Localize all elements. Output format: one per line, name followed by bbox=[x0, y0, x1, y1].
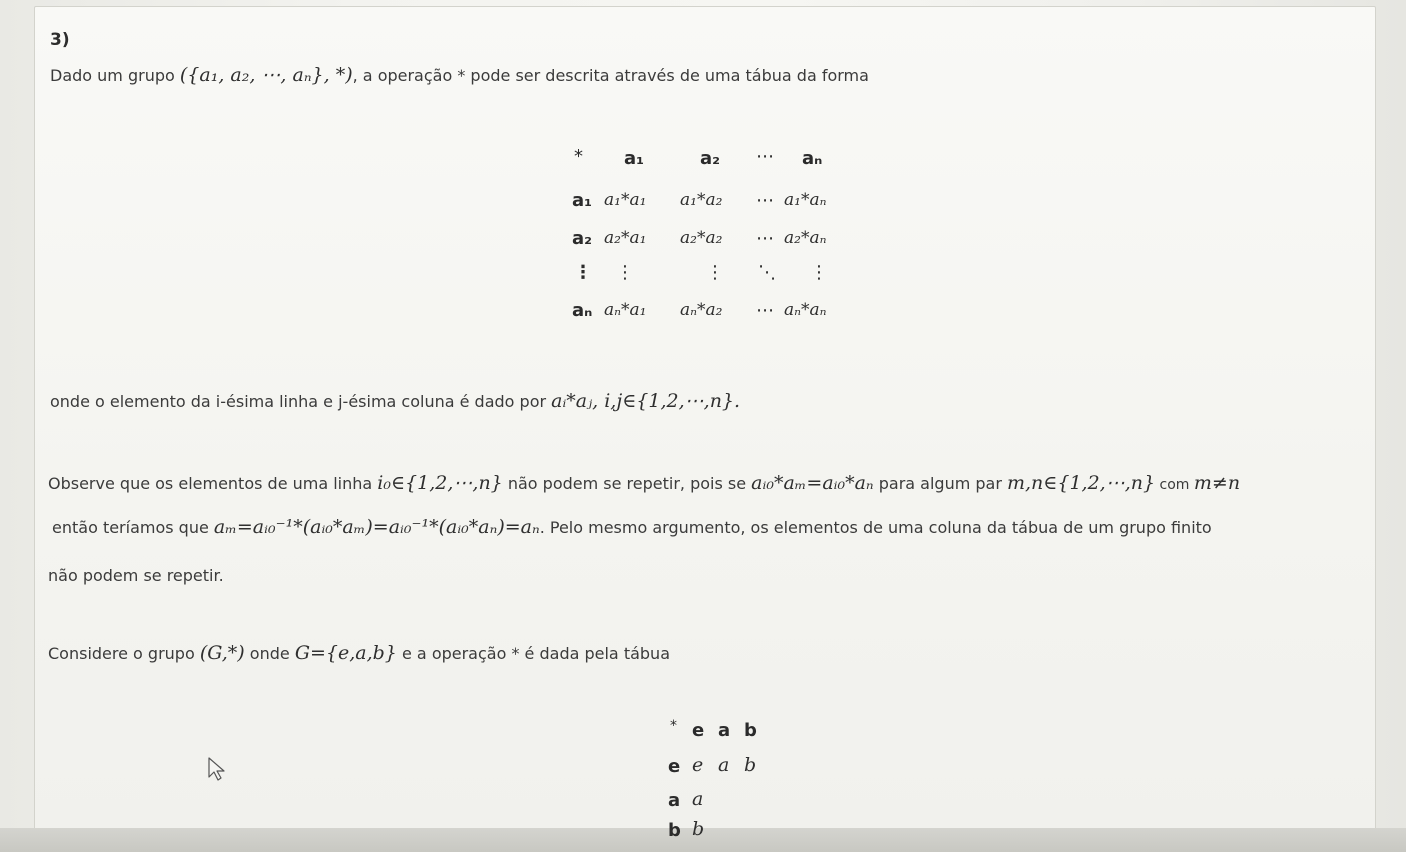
table-row-label: a bbox=[668, 790, 681, 811]
table-row-label: ⋮ bbox=[574, 262, 592, 283]
definition-paragraph bbox=[50, 390, 740, 412]
table-header-cell: ⋯ bbox=[756, 146, 774, 167]
table-row-label: aₙ bbox=[572, 300, 593, 321]
table-cell: ⋱ bbox=[758, 262, 776, 283]
conclusion-expression: aₘ=aᵢ₀⁻¹*(aᵢ₀*aₘ)=aᵢ₀⁻¹*(aᵢ₀*aₙ)=aₙ bbox=[213, 516, 540, 538]
repeat-note: não podem se repetir. bbox=[48, 566, 224, 585]
observation-expr-1: i₀∈{1,2,⋯,n} bbox=[377, 472, 503, 494]
conclusion-text-1: então teríamos que bbox=[52, 518, 214, 537]
observation-text-2: não podem se repetir, pois se bbox=[502, 474, 752, 493]
observation-text-3: para algum par bbox=[873, 474, 1007, 493]
table-row-label: a₂ bbox=[572, 228, 593, 249]
table-cell: ⋮ bbox=[616, 262, 634, 283]
table-cell: a₁*aₙ bbox=[784, 190, 827, 210]
definition-text: onde o elemento da i-ésima linha e j-ésima coluna é dado por bbox=[50, 392, 552, 411]
table-header-cell: * bbox=[670, 718, 677, 734]
table-cell: aₙ*aₙ bbox=[784, 300, 827, 320]
table-header-cell: * bbox=[574, 146, 583, 167]
definition-expression: aᵢ*aⱼ, i,j∈{1,2,⋯,n}. bbox=[551, 390, 741, 412]
table-header-cell: aₙ bbox=[802, 148, 823, 169]
table-cell: a₁*a₂ bbox=[680, 190, 723, 210]
question-card bbox=[34, 6, 1376, 830]
observation-expr-2: aᵢ₀*aₘ=aᵢ₀*aₙ bbox=[751, 472, 874, 494]
table-cell: ⋮ bbox=[706, 262, 724, 283]
conclusion-text-2: . Pelo mesmo argumento, os elementos de uma coluna da tábua de um grupo finito bbox=[539, 518, 1212, 537]
observation-expr-4: m≠n bbox=[1193, 472, 1241, 494]
table-header-cell: a₂ bbox=[700, 148, 721, 169]
table-cell: aₙ*a₁ bbox=[604, 300, 647, 320]
table-cell: ⋯ bbox=[756, 228, 774, 249]
group-expression: ({a₁, a₂, ⋯, aₙ}, *) bbox=[179, 64, 353, 86]
table-cell: a bbox=[718, 754, 730, 776]
table-row-label: e bbox=[668, 756, 681, 777]
consider-expr-1: (G,*) bbox=[199, 642, 245, 664]
table-cell: ⋯ bbox=[756, 300, 774, 321]
group-operation-table bbox=[660, 716, 780, 841]
intro-text-after: , a operação * pode ser descrita através de uma tábua da forma bbox=[352, 66, 869, 85]
table-header-cell: a₁ bbox=[624, 148, 645, 169]
consider-text-2: onde bbox=[244, 644, 295, 663]
table-header-cell: a bbox=[718, 720, 731, 741]
intro-text-before: Dado um grupo bbox=[50, 66, 180, 85]
intro-paragraph bbox=[50, 64, 869, 86]
table-cell: a₂*a₁ bbox=[604, 228, 647, 248]
observation-text-4: com bbox=[1155, 477, 1194, 493]
table-header-cell: b bbox=[744, 720, 757, 741]
table-cell: b bbox=[692, 818, 705, 840]
table-cell: ⋯ bbox=[756, 190, 774, 211]
conclusion-paragraph bbox=[52, 516, 1212, 538]
consider-expr-2: G={e,a,b} bbox=[294, 642, 397, 664]
observation-text-1: Observe que os elementos de uma linha bbox=[48, 474, 378, 493]
consider-text-1: Considere o grupo bbox=[48, 644, 200, 663]
observation-paragraph bbox=[48, 472, 1240, 494]
table-cell: b bbox=[744, 754, 757, 776]
table-cell: e bbox=[692, 754, 704, 776]
table-cell: a₂*a₂ bbox=[680, 228, 723, 248]
mouse-pointer-icon bbox=[207, 756, 229, 786]
consider-text-3: e a operação * é dada pela tábua bbox=[396, 644, 670, 663]
table-header-cell: e bbox=[692, 720, 705, 741]
group-consider-paragraph bbox=[48, 642, 670, 664]
general-operation-table bbox=[560, 140, 860, 330]
table-cell: a₂*aₙ bbox=[784, 228, 827, 248]
observation-expr-3: m,n∈{1,2,⋯,n} bbox=[1007, 472, 1156, 494]
table-row-label: a₁ bbox=[572, 190, 593, 211]
table-cell: a₁*a₁ bbox=[604, 190, 647, 210]
table-row-label: b bbox=[668, 820, 681, 841]
question-number: 3) bbox=[50, 30, 70, 50]
table-cell: aₙ*a₂ bbox=[680, 300, 723, 320]
table-cell: ⋮ bbox=[810, 262, 828, 283]
table-cell: a bbox=[692, 788, 704, 810]
